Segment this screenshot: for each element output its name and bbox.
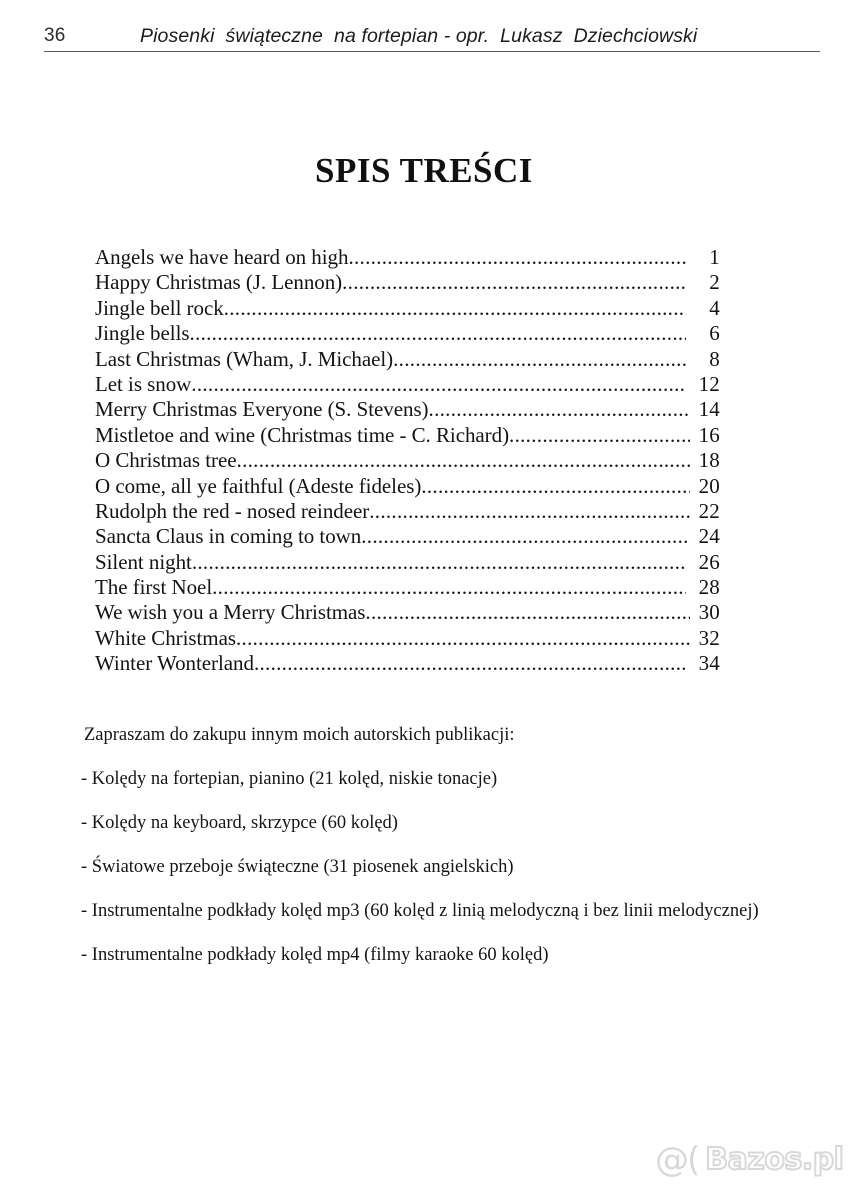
spacer <box>81 746 811 768</box>
toc-entry-title: Mistletoe and wine (Christmas time - C. Richard) <box>95 422 510 447</box>
running-header <box>44 24 820 54</box>
toc-entry[interactable] <box>95 423 720 448</box>
toc-dot-leader <box>191 372 686 397</box>
toc-entry[interactable] <box>95 499 720 524</box>
toc-entry-page: 32 <box>698 625 720 650</box>
toc-entry[interactable] <box>95 245 720 270</box>
page-title: SPIS TREŚCI <box>315 151 533 190</box>
promo-intro: Zapraszam do zakupu innym moich autorskich publikacji: <box>84 725 515 745</box>
toc-dot-leader <box>212 575 686 600</box>
promo-item: - Kolędy na fortepian, pianino (21 kolęd, niskie tonacje) <box>81 769 498 789</box>
toc-entry-page: 4 <box>709 295 720 320</box>
toc-entry-title: White Christmas <box>95 625 236 650</box>
toc-entry-page: 12 <box>698 371 720 396</box>
watermark <box>655 1140 844 1180</box>
spacer <box>81 878 811 900</box>
toc-entry[interactable] <box>95 296 720 321</box>
promo-item: - Światowe przeboje świąteczne (31 piosenek angielskich) <box>81 857 514 877</box>
toc-entry[interactable] <box>95 474 720 499</box>
toc-entry-page: 6 <box>709 321 720 346</box>
toc-entry[interactable] <box>95 550 720 575</box>
toc-entry-title: Silent night <box>95 549 192 574</box>
toc-entry-title: Sancta Claus in coming to town <box>95 524 362 549</box>
toc-dot-leader <box>342 270 686 295</box>
toc-entry-title: O come, all ye faithful (Adeste fideles) <box>95 473 422 498</box>
toc-entry-page: 18 <box>698 448 720 473</box>
toc-dot-leader <box>192 550 686 575</box>
header-page-number: 36 <box>44 25 66 46</box>
toc-entry[interactable] <box>95 321 720 346</box>
header-rule <box>44 51 820 52</box>
toc-entry-title: We wish you a Merry Christmas <box>95 600 366 625</box>
toc-entry-page: 34 <box>698 651 720 676</box>
toc-dot-leader <box>236 626 690 651</box>
toc-entry[interactable] <box>95 270 720 295</box>
toc-dot-leader <box>421 474 690 499</box>
toc-entry-page: 28 <box>698 575 720 600</box>
header-title: Piosenki świąteczne na fortepian - opr. Lukasz Dziechciowski <box>140 25 698 47</box>
toc-entry[interactable] <box>95 524 720 549</box>
toc-dot-leader <box>348 245 686 270</box>
toc-entry[interactable] <box>95 600 720 625</box>
toc-entry-title: Jingle bells <box>95 321 190 346</box>
toc-entry-title: Last Christmas (Wham, J. Michael) <box>95 346 394 371</box>
promo-item: - Instrumentalne podkłady kolęd mp4 (filmy karaoke 60 kolęd) <box>81 945 549 965</box>
toc-entry-page: 26 <box>698 549 720 574</box>
toc-entry[interactable] <box>95 397 720 422</box>
promo-item: - Instrumentalne podkłady kolęd mp3 (60 kolęd z linią melodyczną i bez linii melodycznej) <box>81 901 759 921</box>
toc-entry-page: 16 <box>698 422 720 447</box>
toc-entry-title: Jingle bell rock <box>95 295 224 320</box>
toc-entry-title: Happy Christmas (J. Lennon) <box>95 270 343 295</box>
toc-entry-page: 2 <box>709 270 720 295</box>
toc-entry-page: 30 <box>698 600 720 625</box>
toc-dot-leader <box>224 296 686 321</box>
toc-dot-leader <box>509 423 690 448</box>
toc-dot-leader <box>237 448 690 473</box>
toc-entry[interactable] <box>95 626 720 651</box>
toc-entry-page: 20 <box>698 473 720 498</box>
spacer <box>81 834 811 856</box>
toc-entry-title: Merry Christmas Everyone (S. Stevens) <box>95 397 429 422</box>
toc-dot-leader <box>429 397 690 422</box>
spacer <box>81 922 811 944</box>
promo-item-list <box>81 768 811 966</box>
toc-entry-title: O Christmas tree <box>95 448 237 473</box>
toc-dot-leader <box>361 524 690 549</box>
toc-entry-page: 22 <box>698 498 720 523</box>
toc-entry-title: Winter Wonterland <box>95 651 254 676</box>
spacer <box>81 790 811 812</box>
bazos-logo-icon: @( <box>655 1140 699 1180</box>
toc-dot-leader <box>369 499 690 524</box>
toc-entry[interactable] <box>95 347 720 372</box>
toc-entry[interactable] <box>95 448 720 473</box>
toc-entry-title: Angels we have heard on high <box>95 245 349 269</box>
toc-dot-leader <box>365 600 690 625</box>
table-of-contents <box>95 245 720 677</box>
toc-entry-page: 1 <box>709 245 720 269</box>
toc-entry-title: Let is snow <box>95 371 192 396</box>
promo-block <box>81 724 811 966</box>
watermark-text: Bazos.pl <box>705 1142 844 1177</box>
toc-dot-leader <box>189 321 686 346</box>
promo-item: - Kolędy na keyboard, skrzypce (60 kolęd) <box>81 813 398 833</box>
toc-dot-leader <box>393 347 686 372</box>
toc-entry-page: 14 <box>698 397 720 422</box>
toc-entry-title: The first Noel <box>95 575 213 600</box>
toc-entry[interactable] <box>95 575 720 600</box>
toc-entry[interactable] <box>95 651 720 676</box>
toc-entry-page: 8 <box>709 346 720 371</box>
toc-dot-leader <box>254 651 686 676</box>
toc-entry[interactable] <box>95 372 720 397</box>
toc-entry-page: 24 <box>698 524 720 549</box>
toc-entry-title: Rudolph the red - nosed reindeer <box>95 498 370 523</box>
